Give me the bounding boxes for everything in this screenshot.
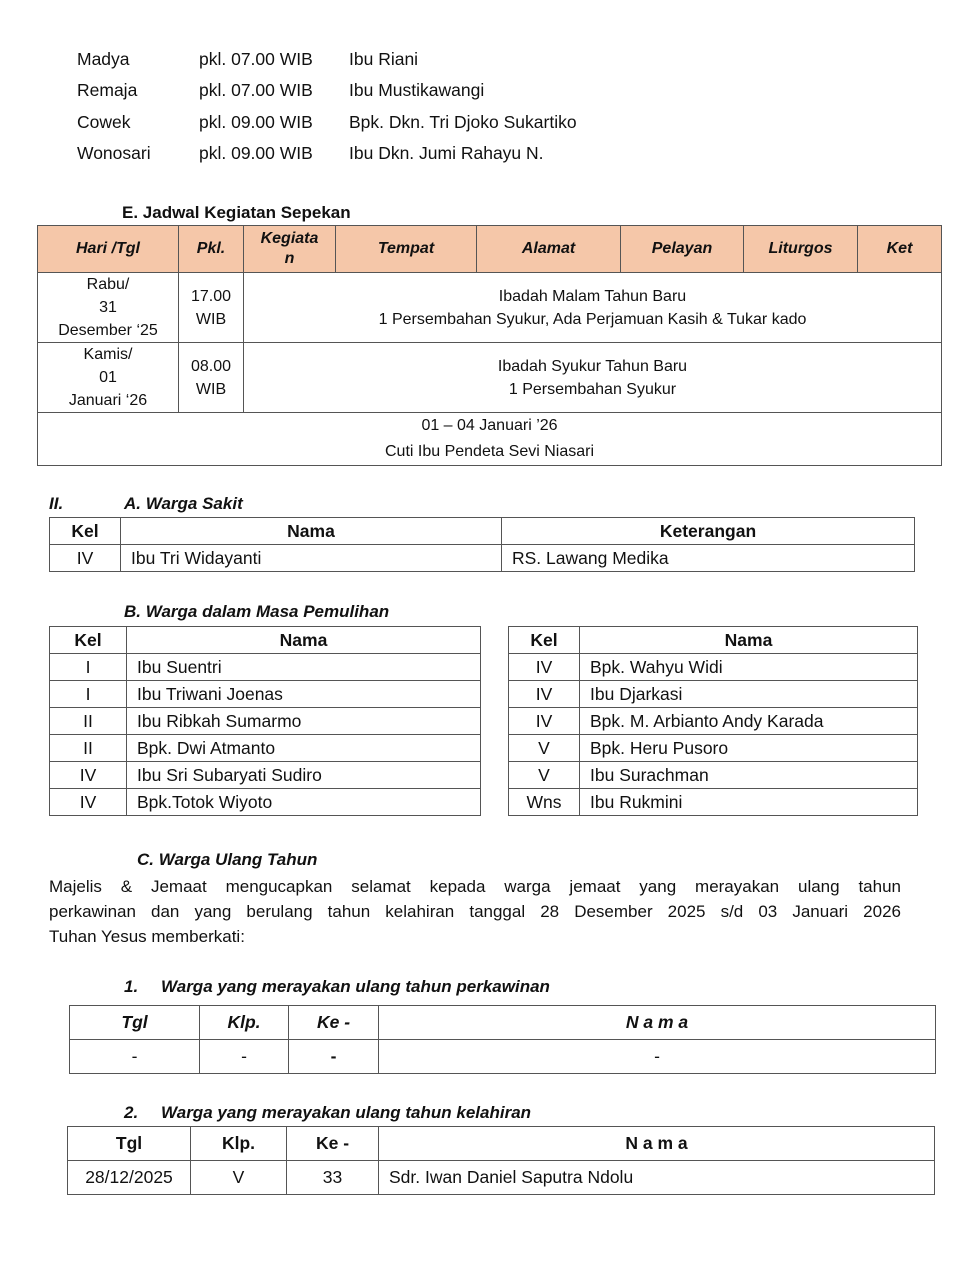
day-date-cell [38,273,179,343]
table-row [509,735,918,762]
section-e-title: E. Jadwal Kegiatan Sepekan [122,203,351,222]
header-hari-tgl: Hari /Tgl [38,226,179,273]
table-row [50,681,481,708]
service-leader: Bpk. Dkn. Tri Djoko Sukartiko [349,112,577,132]
ke-cell: - [289,1040,379,1074]
kel-cell: IV [509,681,580,708]
recovery-members-title: B. Warga dalam Masa Pemulihan [124,602,390,621]
header-ke: Ke - [289,1006,379,1040]
table-header-row [70,1006,936,1040]
birthday-title: Warga yang merayakan ulang tahun kelahiran [161,1103,532,1122]
day: Rabu/ [86,276,130,293]
header-kel: Kel [50,627,127,654]
service-time: pkl. 07.00 WIB [199,49,313,69]
table-header-row [38,226,942,273]
header-alamat: Alamat [477,226,621,273]
header-pkl: Pkl. [179,226,244,273]
header-ke: Ke - [287,1127,379,1161]
header-nama: Nama [127,627,481,654]
nama-cell: Ibu Sri Subaryati Sudiro [127,762,481,789]
nama-cell: Bpk. Dwi Atmanto [127,735,481,762]
group-name: Cowek [77,112,131,132]
activity-title: Ibadah Malam Tahun Baru [498,287,687,305]
birthday-number: 2. [124,1103,139,1122]
nama-cell: Ibu Surachman [580,762,918,789]
birthday-table [67,1126,935,1195]
paragraph-line: Majelis & Jemaat mengucapkan selamat kepada warga jemaat yang merayakan ulang tahun [49,877,901,896]
header-nama: N a m a [379,1006,936,1040]
paragraph-line: Tuhan Yesus memberkati: [49,927,245,946]
klp-cell: - [200,1040,289,1074]
nama-cell: Bpk. Heru Pusoro [580,735,918,762]
ke-cell: 33 [287,1161,379,1195]
table-row [50,789,481,816]
kel-cell: IV [50,762,127,789]
table-header-row [509,627,918,654]
wedding-anniversary-table [69,1005,936,1074]
activity-detail: 1 Persembahan Syukur [508,380,677,398]
activity-cell [244,343,942,413]
section-ii-roman: II. [49,494,64,513]
table-row [509,681,918,708]
activity-cell [244,273,942,343]
table-row [50,735,481,762]
kel-cell: I [50,654,127,681]
service-time: pkl. 09.00 WIB [199,112,313,132]
table-row [50,708,481,735]
table-row [509,762,918,789]
table-row [38,343,942,413]
header-nama: N a m a [379,1127,935,1161]
table-row [509,789,918,816]
tgl-cell: - [70,1040,200,1074]
nama-cell: Bpk. M. Arbianto Andy Karada [580,708,918,735]
nama-cell: Ibu Triwani Joenas [127,681,481,708]
header-kel: Kel [509,627,580,654]
time-zone: WIB [195,310,227,328]
greeting-paragraph [49,874,901,949]
wedding-number: 1. [124,977,139,996]
date: 01 [99,369,117,386]
service-time: pkl. 07.00 WIB [199,80,313,100]
nama-cell: Sdr. Iwan Daniel Saputra Ndolu [379,1161,935,1195]
day-date-cell [38,343,179,413]
header-kegiatan: Kegiata n [244,226,336,273]
kel-cell: II [50,708,127,735]
service-leader: Ibu Dkn. Jumi Rahayu N. [349,143,544,163]
table-header-row [50,518,915,545]
kel-cell: IV [50,545,121,572]
header-klp: Klp. [200,1006,289,1040]
header-klp: Klp. [191,1127,287,1161]
group-name: Remaja [77,80,138,100]
table-row [50,654,481,681]
table-row [509,708,918,735]
nama-cell: - [379,1040,936,1074]
header-nama: Nama [121,518,502,545]
service-leader: Ibu Riani [349,49,419,69]
table-row [70,1040,936,1074]
month: Januari ‘26 [68,392,148,409]
kel-cell: IV [509,708,580,735]
header-keterangan: Keterangan [502,518,915,545]
klp-cell: V [191,1161,287,1195]
month: Desember ‘25 [58,322,158,339]
note-row [38,413,942,466]
time-cell [179,343,244,413]
table-row [68,1161,935,1195]
header-nama: Nama [580,627,918,654]
header-tgl: Tgl [68,1127,191,1161]
activity-detail: 1 Persembahan Syukur, Ada Perjamuan Kasih & Tukar kado [378,310,807,328]
sick-members-title: A. Warga Sakit [124,494,243,513]
nama-cell: Ibu Ribkah Sumarmo [127,708,481,735]
nama-cell: Bpk.Totok Wiyoto [127,789,481,816]
table-row [38,273,942,343]
group-name: Wonosari [77,143,151,163]
header-kel: Kel [50,518,121,545]
leave-note-cell [38,413,942,466]
nama-cell: Ibu Djarkasi [580,681,918,708]
birthday-members-title: C. Warga Ulang Tahun [137,850,318,869]
header-tempat: Tempat [336,226,477,273]
kel-cell: V [509,762,580,789]
time-zone: WIB [195,380,227,398]
nama-cell: Ibu Suentri [127,654,481,681]
leave-dates: 01 – 04 Januari ’26 [421,417,558,434]
nama-cell: Bpk. Wahyu Widi [580,654,918,681]
table-header-row [50,627,481,654]
header-ket: Ket [858,226,942,273]
wedding-anniversary-title: Warga yang merayakan ulang tahun perkawinan [161,977,550,996]
service-time: pkl. 09.00 WIB [199,143,313,163]
group-name: Madya [77,49,130,69]
header-tgl: Tgl [70,1006,200,1040]
date: 31 [99,299,117,316]
table-row [50,762,481,789]
kel-cell: Wns [509,789,580,816]
day: Kamis/ [83,346,133,363]
sick-members-table [49,517,915,572]
kel-cell: IV [50,789,127,816]
activity-title: Ibadah Syukur Tahun Baru [497,357,688,375]
table-header-row [68,1127,935,1161]
header-pelayan: Pelayan [621,226,744,273]
kel-cell: II [50,735,127,762]
time-value: 17.00 [190,287,232,305]
kel-cell: IV [509,654,580,681]
leave-description: Cuti Ibu Pendeta Sevi Niasari [385,443,594,460]
time-cell [179,273,244,343]
header-liturgos: Liturgos [744,226,858,273]
recovery-table-left [49,626,481,816]
service-leader: Ibu Mustikawangi [349,80,485,100]
table-row [509,654,918,681]
weekly-activity-table [37,225,942,466]
time-value: 08.00 [190,357,232,375]
recovery-table-right [508,626,918,816]
kel-cell: V [509,735,580,762]
tgl-cell: 28/12/2025 [68,1161,191,1195]
nama-cell: Ibu Tri Widayanti [121,545,502,572]
nama-cell: Ibu Rukmini [580,789,918,816]
paragraph-line: perkawinan dan yang berulang tahun kelahiran tanggal 28 Desember 2025 s/d 03 Januari 2026 [49,902,901,921]
table-row [50,545,915,572]
kel-cell: I [50,681,127,708]
keterangan-cell: RS. Lawang Medika [502,545,915,572]
